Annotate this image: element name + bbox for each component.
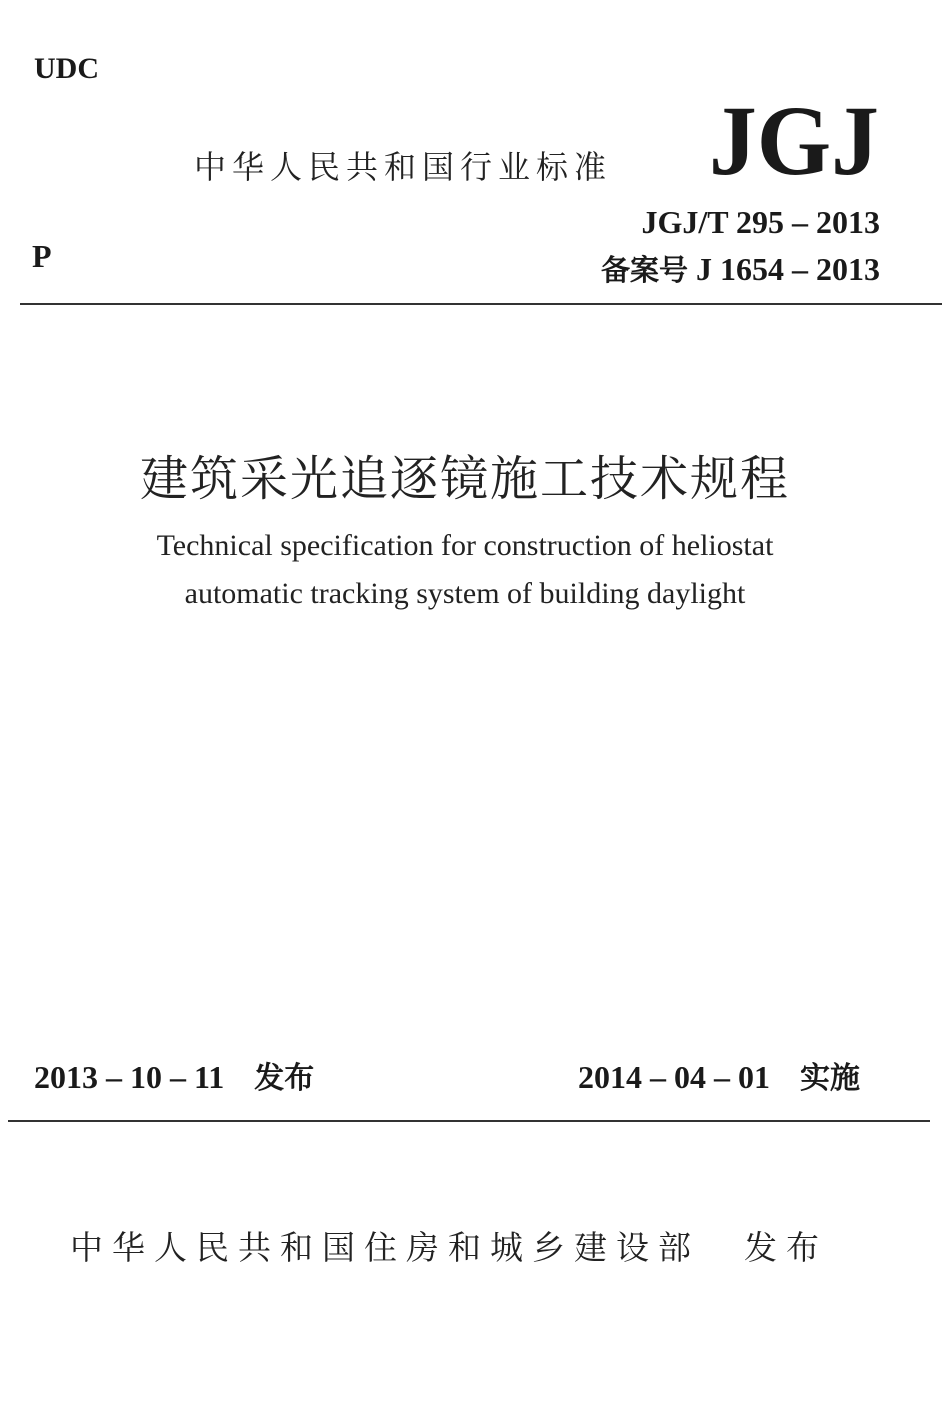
- publisher-line: [70, 1222, 828, 1269]
- industry-standard-heading: 中华人民共和国行业标准: [194, 148, 613, 186]
- record-number-line: [601, 248, 880, 289]
- implement-date-block: [578, 1053, 860, 1097]
- jgj-logo: [706, 92, 882, 184]
- jgj-logo-text: JGJ: [709, 92, 879, 184]
- issue-label: 发布: [254, 1061, 315, 1096]
- publisher-name: 中华人民共和国住房和城乡建设部: [70, 1228, 700, 1267]
- record-label: 备案号: [600, 253, 688, 287]
- record-number: J 1654 – 2013: [696, 251, 880, 287]
- issue-date: 2013 – 10 – 11: [34, 1059, 225, 1095]
- title-english-line-2: automatic tracking system of building daylight: [184, 577, 746, 610]
- title-chinese: 建筑采光追逐镜施工技术规程: [139, 451, 790, 507]
- implement-label: 实施: [800, 1061, 860, 1096]
- top-divider: [20, 303, 942, 305]
- issue-date-block: [34, 1053, 314, 1097]
- classification-code: P: [32, 238, 52, 274]
- publish-label: 发布: [744, 1228, 828, 1267]
- bottom-divider: [8, 1120, 930, 1122]
- udc-label: UDC: [34, 52, 99, 85]
- title-english-line-1: Technical specification for construction of heliostat: [156, 529, 774, 562]
- title-english: [0, 522, 930, 618]
- standard-number: JGJ/T 295 – 2013: [641, 204, 880, 240]
- implement-date: 2014 – 04 – 01: [578, 1059, 770, 1095]
